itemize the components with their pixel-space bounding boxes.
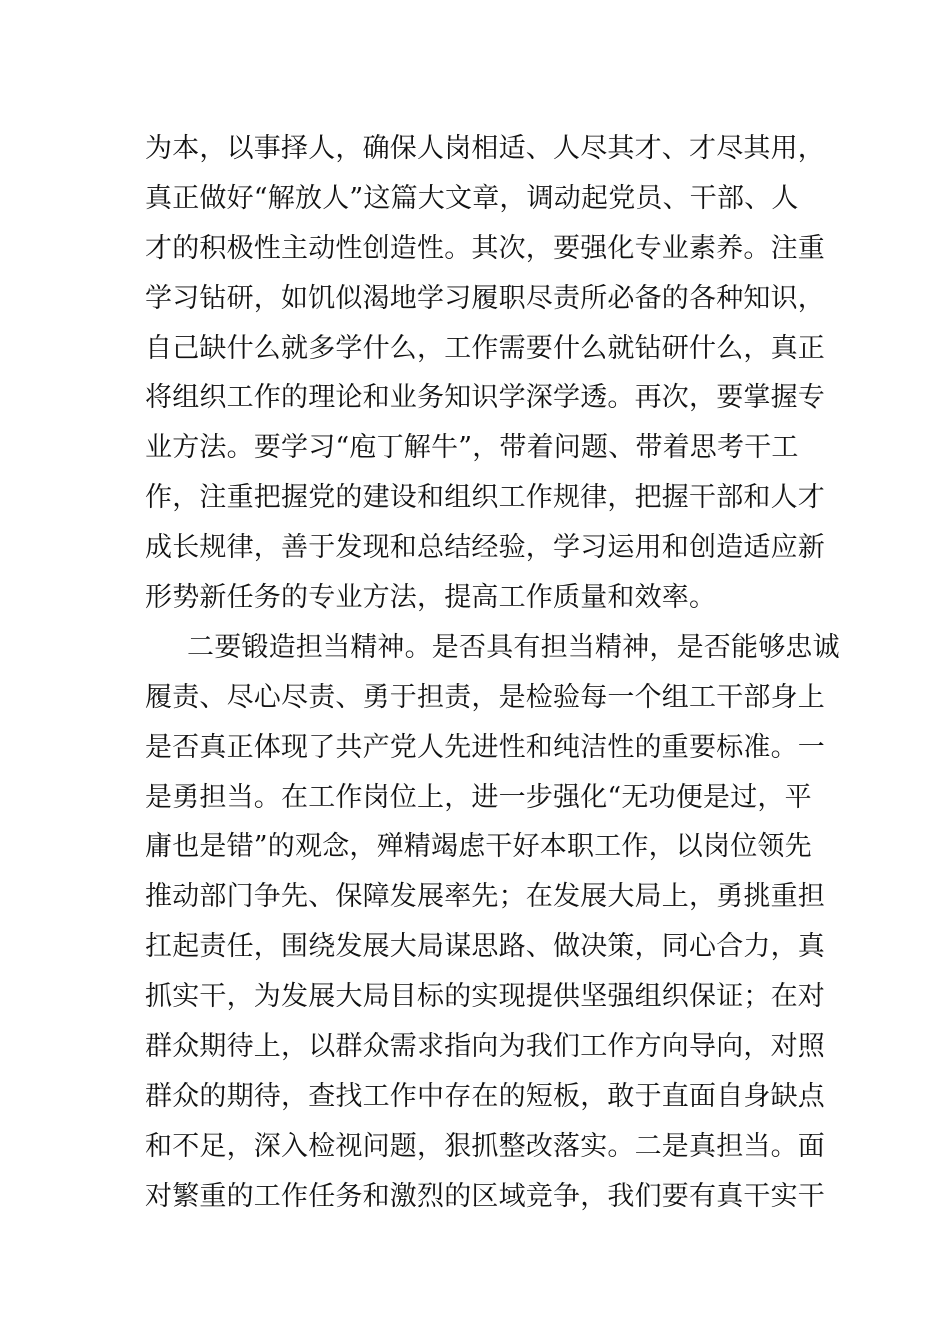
text-line: 对繁重的工作任务和激烈的区域竞争，我们要有真干实干: [145, 1180, 825, 1212]
text-line: 形势新任务的专业方法，提高工作质量和效率。: [145, 582, 717, 614]
text-line: 成长规律，善于发现和总结经验，学习运用和创造适应新: [145, 532, 825, 564]
body-text: [145, 124, 840, 1222]
text-line: 作，注重把握党的建设和组织工作规律，把握干部和人才: [145, 482, 825, 514]
text-line: 扛起责任，围绕发展大局谋思路、做决策，同心合力，真: [145, 931, 825, 963]
text-line: 抓实干，为发展大局目标的实现提供坚强组织保证；在对: [145, 981, 825, 1013]
text-line: 是否真正体现了共产党人先进性和纯洁性的重要标准。一: [145, 731, 825, 763]
text-line: 是勇担当。在工作岗位上，进一步强化“无功便是过，平: [145, 781, 812, 813]
text-line: 业方法。要学习“庖丁解牛”，带着问题、带着思考干工: [145, 432, 799, 464]
text-line: 庸也是错”的观念，殚精竭虑干好本职工作，以岗位领先: [145, 831, 812, 863]
text-line: 学习钻研，如饥似渴地学习履职尽责所必备的各种知识，: [145, 282, 825, 314]
text-line: 为本，以事择人，确保人岗相适、人尽其才、才尽其用，: [145, 133, 825, 164]
text-line: 真正做好“解放人”这篇大文章，调动起党员、干部、人: [145, 182, 799, 214]
text-line: 履责、尽心尽责、勇于担责，是检验每一个组工干部身上: [145, 681, 825, 713]
text-line: 推动部门争先、保障发展率先；在发展大局上，勇挑重担: [145, 881, 825, 913]
text-line: 群众的期待，查找工作中存在的短板，敢于直面自身缺点: [145, 1080, 825, 1112]
text-line: 自己缺什么就多学什么，工作需要什么就钻研什么，真正: [145, 332, 825, 364]
text-line: 和不足，深入检视问题，狠抓整改落实。二是真担当。面: [145, 1130, 825, 1162]
text-line: 群众期待上，以群众需求指向为我们工作方向导向，对照: [145, 1031, 825, 1063]
text-line: 才的积极性主动性创造性。其次，要强化专业素养。注重: [145, 232, 825, 264]
text-line: 将组织工作的理论和业务知识学深学透。再次，要掌握专: [145, 382, 825, 414]
paragraph-start-line: 二要锻造担当精神。是否具有担当精神，是否能够忠诚: [187, 631, 840, 663]
